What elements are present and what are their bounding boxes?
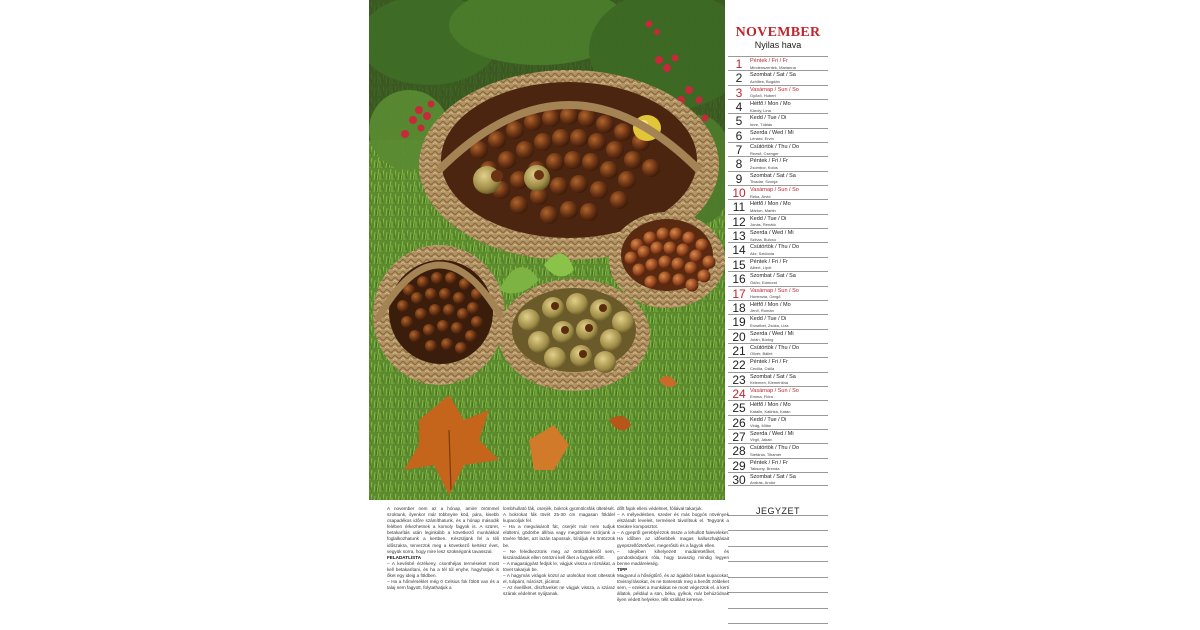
day-namedays: Cecília, Csilla (750, 365, 775, 371)
day-weekday: Csütörtök / Thu / Do (750, 244, 800, 251)
day-weekday: Szombat / Sat / Sa (750, 273, 796, 280)
article-paragraph: – A magaságyást fedjük le, vágjuk vissza a rózsákat, a tövet takarjuk be. (503, 560, 615, 572)
day-number: 12 (732, 214, 746, 229)
day-weekday: Kedd / Tue / Di (750, 115, 787, 122)
day-namedays: Lénárd, Ervin (750, 136, 774, 142)
day-weekday: Vasárnap / Sun / So (750, 287, 799, 294)
day-number: 1 (735, 57, 743, 71)
day-number: 6 (735, 128, 743, 143)
day-list (728, 56, 828, 486)
day-namedays: Olivér, Bálint (750, 351, 773, 357)
day-row (728, 99, 828, 113)
day-weekday: Hétfő / Mon / Mo (750, 101, 791, 108)
day-row (728, 199, 828, 213)
article-paragraph: – Az évelőket, díszfüveket ne vágjuk vissza, a száraz szárak védelmet nyújtanak. (503, 585, 615, 597)
day-namedays: Jenő, Román (750, 308, 774, 314)
day-number: 8 (735, 157, 743, 172)
article-paragraph: – A kevésbé érzékeny, csonthéjas terméseket most kell betakarítani, és ha a tél túl enyhe, hagyhatjuk is őket egy ideig a földben. (387, 560, 499, 579)
day-weekday: Péntek / Fri / Fr (750, 258, 788, 265)
article-paragraph: – A gyepről gereblyézzük össze a lehullott faleveleket. Ha időben az idősebbek magas kalluszhajtásait gyepszellőztetővel, megerősíti és a fagyok ellen. (617, 530, 729, 548)
day-number: 23 (732, 372, 746, 387)
calendar-panel (728, 0, 828, 630)
article-column-3 (617, 506, 729, 604)
day-number: 2 (735, 71, 743, 86)
day-number: 19 (732, 315, 746, 330)
day-namedays: Jolán, Bódog (750, 337, 774, 343)
day-namedays: Stefánia, Tihamér (750, 451, 782, 457)
day-weekday: Csütörtök / Thu / Do (750, 144, 800, 151)
day-row (728, 228, 828, 242)
day-number: 29 (732, 458, 746, 473)
day-namedays: Virág, Milán (750, 423, 772, 429)
day-namedays: Taksony, Brenda (750, 466, 780, 472)
day-namedays: Kelemen, Klementina (750, 380, 789, 386)
day-number: 7 (735, 143, 743, 158)
day-namedays: Győző, Hubert (750, 93, 776, 99)
day-row (728, 286, 828, 300)
day-row (728, 214, 828, 228)
day-namedays: Emma, Flóra (750, 394, 773, 400)
month-title: NOVEMBER (735, 25, 821, 40)
day-row (728, 372, 828, 386)
day-row (728, 357, 828, 371)
day-row (728, 242, 828, 256)
day-row (728, 185, 828, 199)
day-namedays: Zsombor, Kolos (750, 164, 778, 170)
day-namedays: Tivadar, Szonja (750, 179, 778, 185)
day-weekday: Hétfő / Mon / Mo (750, 301, 791, 308)
day-namedays: Károly, Lina (750, 107, 771, 113)
article-paragraph: – Ha a hőmérséklet még 0 Celsius fok fölött van és a talaj nem fagyott, folytathatjuk a (387, 579, 499, 591)
day-number: 20 (732, 329, 746, 344)
day-weekday: Péntek / Fri / Fr (750, 359, 788, 366)
day-weekday: Szombat / Sat / Sa (750, 373, 796, 380)
day-namedays: Aliz, Szidónia (750, 250, 775, 256)
day-namedays: Ödön, Edmund (750, 279, 777, 285)
day-weekday: Szerda / Wed / Mi (750, 330, 794, 337)
day-row (728, 443, 828, 457)
day-row (728, 56, 828, 70)
day-namedays: Albert, Lipót (750, 265, 772, 271)
day-number: 17 (732, 286, 746, 301)
day-row (728, 343, 828, 357)
article-paragraph: Magyarul a hőségtűrő, és az ágakból takart kupacokat, tövisnyírásokat, és ne tüntessük meg a benőtt zöldeket sem, – ezeket a munkákat ne most végezzük el, a kerti állatok, például a sün, béka, gyíkok, már behúzódnak ilyen védett helyekre, télit szállást keresve. (617, 573, 729, 603)
day-weekday: Vasárnap / Sun / So (750, 187, 799, 194)
day-weekday: Kedd / Tue / Di (750, 416, 787, 423)
day-number: 13 (732, 229, 746, 244)
day-weekday: Szerda / Wed / Mi (750, 230, 794, 237)
day-number: 27 (732, 429, 746, 444)
article-column-2 (503, 506, 615, 597)
day-namedays: Jónás, Renátó (750, 222, 776, 228)
day-weekday: Csütörtök / Thu / Do (750, 445, 800, 452)
day-row (728, 85, 828, 99)
day-weekday: Péntek / Fri / Fr (750, 58, 788, 64)
day-namedays: András, Andor (750, 480, 776, 486)
day-row (728, 329, 828, 343)
day-number: 28 (732, 444, 746, 459)
day-namedays: Achilles, Bogdán (750, 78, 780, 84)
notes-title: JEGYZET (755, 506, 800, 516)
day-weekday: Hétfő / Mon / Mo (750, 201, 791, 208)
day-row (728, 415, 828, 429)
day-number: 3 (735, 85, 743, 100)
day-row (728, 257, 828, 271)
day-namedays: Virgil, Jakab (750, 437, 772, 443)
notes-lines (728, 500, 828, 624)
article-heading: FELADATLISTA (387, 554, 422, 560)
day-weekday: Szombat / Sat / Sa (750, 172, 796, 179)
day-number: 24 (732, 386, 746, 401)
article-column-1 (387, 506, 499, 591)
day-number: 5 (735, 114, 743, 129)
day-namedays: Rezső, Csenger (750, 150, 779, 156)
day-number: 16 (732, 272, 746, 287)
day-number: 22 (732, 358, 746, 373)
month-subtitle: Nyilas hava (754, 40, 802, 50)
day-number: 14 (732, 243, 746, 258)
day-row (728, 472, 828, 486)
day-row (728, 458, 828, 472)
day-row (728, 429, 828, 443)
article-paragraph: lombhullató fák, cserjék, bokrok gyümölcsfák ültetését. A bokrokat fák tövét 25-30 cm magasan földdel kupacoljuk fel. (503, 506, 615, 524)
day-number: 25 (732, 401, 746, 416)
article-paragraph: dőlt fajok elleni védelmet, fóliával takarjuk. (617, 506, 703, 511)
nut-baskets-illustration (369, 0, 725, 500)
day-number: 11 (732, 200, 746, 215)
day-weekday: Szerda / Wed / Mi (750, 430, 794, 437)
day-weekday: Vasárnap / Sun / So (750, 86, 799, 93)
day-namedays: Márton, Martin (750, 207, 776, 213)
day-weekday: Vasárnap / Sun / So (750, 387, 799, 394)
article-paragraph: – A mélyedésben, szeder és más bogyós növények elszáradt leveleit, terméseit távolítsuk el. Tegyünk a tövükre komposztot. (617, 512, 729, 530)
baskets-photo (369, 0, 725, 500)
day-weekday: Kedd / Tue / Di (750, 316, 787, 323)
day-namedays: Mindenszentek, Marianna (750, 64, 796, 70)
day-row (728, 142, 828, 156)
day-row (728, 300, 828, 314)
day-number: 21 (732, 343, 746, 358)
article-paragraph: – Ne feledkezzünk meg az örökzöldekről sem, kiszáradásuk ellen öntözni kell őket a fagyok előtt. (503, 548, 615, 560)
day-row (728, 70, 828, 84)
day-namedays: Szilvia, Bulcsú (750, 236, 776, 242)
day-weekday: Hétfő / Mon / Mo (750, 402, 791, 409)
day-number: 18 (732, 300, 746, 315)
day-namedays: Imre, Tóbiás (750, 121, 773, 127)
day-weekday: Szombat / Sat / Sa (750, 72, 796, 79)
day-number: 26 (732, 415, 746, 430)
day-weekday: Szerda / Wed / Mi (750, 129, 794, 136)
day-row (728, 400, 828, 414)
day-number: 30 (732, 472, 746, 487)
day-number: 4 (735, 100, 743, 115)
day-namedays: Réka, Arvid (750, 193, 771, 199)
day-weekday: Péntek / Fri / Fr (750, 459, 788, 466)
day-weekday: Csütörtök / Thu / Do (750, 344, 800, 351)
day-namedays: Katalin, Katinka, Katan (750, 408, 791, 414)
day-weekday: Péntek / Fri / Fr (750, 158, 788, 165)
day-row (728, 128, 828, 142)
day-row (728, 314, 828, 328)
day-weekday: Kedd / Tue / Di (750, 215, 787, 222)
day-row (728, 386, 828, 400)
day-row (728, 271, 828, 285)
article-paragraph: – Ha a megvásárolt fát, cserjét már nem tudjuk elültetni, gödörbe állítva vagy megdöntve szórjunk a tövére földet, azt lazán tapossuk, bíráljuk és öntözzük be. (503, 524, 615, 548)
article-paragraph: – Idejében kihelyezett madáretetőket, és gondoskodjunk róla, hogy tavaszig mindig legyen benne madáreleség. (617, 548, 729, 566)
day-row (728, 113, 828, 127)
day-row (728, 156, 828, 170)
article-paragraph: A november nem az a hónap, amire örömmel szoktunk, ilyenkor már többnyire köd, pára, kisebb csapadékos időre számíthatunk, és a hónap második felében érkezhetnek a komoly fagyok is. A szüret, betakarítás után leginkább a következő munkákkal foglalkozhatunk a kertben. Készüljünk fel a téli időszakra, tervezzük meg a következő kertész évet, vegyük sorra, hogy mire lesz szükségünk tavasszal. (387, 506, 499, 554)
day-number: 9 (735, 171, 743, 186)
day-row (728, 171, 828, 185)
day-number: 10 (732, 186, 746, 201)
day-namedays: Hortenzia, Gergő (750, 294, 781, 299)
article-paragraph: – A hagymás virágok közül az utolsókat most ültessük el, tulipánt, nárciszt, jácintot. (503, 573, 615, 585)
day-namedays: Erzsébet, Zsóka, Liza (750, 322, 789, 328)
day-number: 15 (732, 257, 746, 272)
article-heading: TIPP (617, 566, 628, 572)
day-weekday: Szombat / Sat / Sa (750, 473, 796, 480)
